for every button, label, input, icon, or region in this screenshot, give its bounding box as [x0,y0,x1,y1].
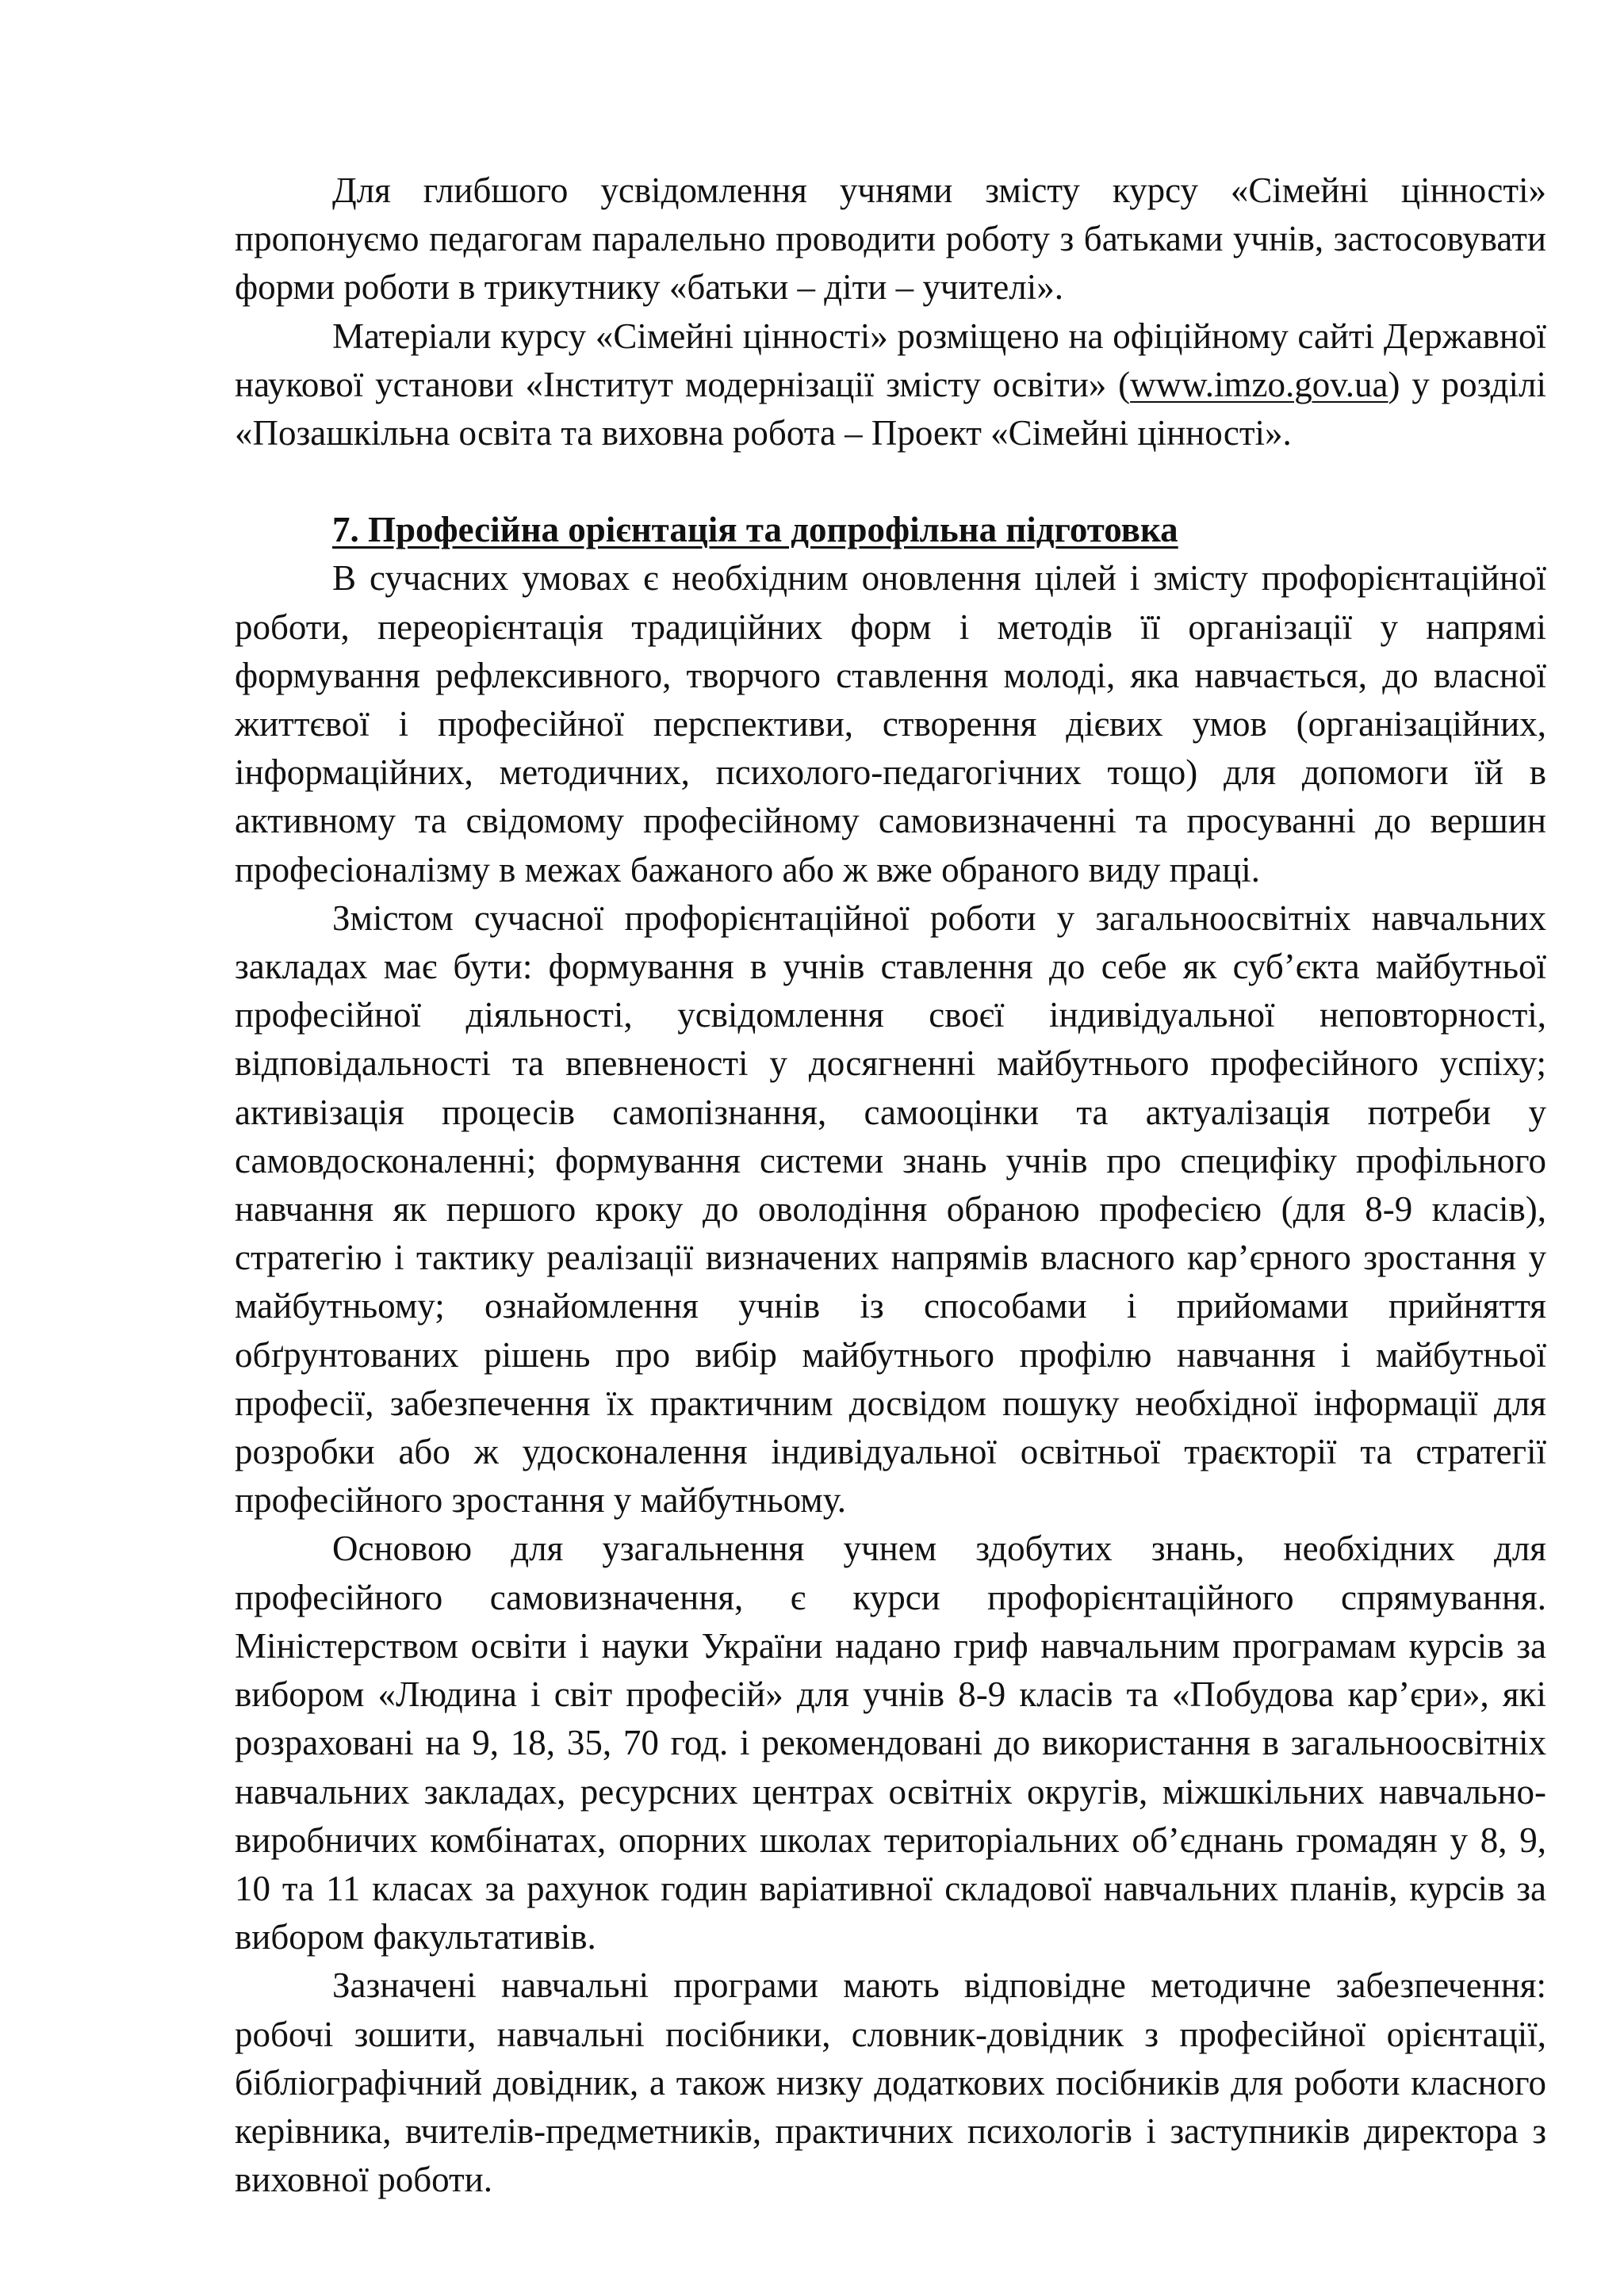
paragraph-career-courses: Основою для узагальнення учнем здобутих знань, необхідних для професійного самовизначення, є курси профорієнтаційного спрямування. Міністерством освіти і науки України надано гриф навчальним програмам курсів за вибором «Людина і світ професій» для учнів 8-9 класів та «Побудова кар’єри», які розраховані на 9, 18, 35, 70 год. і рекомендовані до використання в загальноосвітніх навчальних закладах, ресурсних центрах освітніх округів, міжшкільних навчально-виробничих комбінатах, опорних школах територіальних об’єднань громадян у 8, 9, 10 та 11 класах за рахунок годин варіативної складової навчальних планів, курсів за вибором факультативів. [235,1529,1546,1957]
section-heading-career-guidance: 7. Професійна орієнтація та допрофільна підготовка [332,510,1178,550]
paragraph-career-guidance-content: Змістом сучасної профорієнтаційної роботи у загальноосвітніх навчальних закладах має бути: формування в учнів ставлення до себе як суб’єкта майбутньої професійної діяльності, усвідомлення своєї індивідуальної неповторності, відповідальності та впевненості у досягненні майбутнього професійного успіху; активізація процесів самопізнання, самооцінки та актуалізація потреби у самовдосконаленні; формування системи знань учнів про специфіку профільного навчання як першого кроку до оволодіння обраною професією (для 8-9 класів), стратегію і тактику реалізації визначених напрямів власного кар’єрного зростання у майбутньому; ознайомлення учнів із способами і прийомами прийняття обґрунтованих рішень про вибір майбутнього профілю навчання і майбутньої професії, забезпечення їх практичним досвідом пошуку необхідної інформації для розробки або ж удосконалення індивідуальної освітньої траєкторії та стратегії професійного зростання у майбутньому. [235,897,1546,1521]
paragraph-family-values-parents: Для глибшого усвідомлення учнями змісту курсу «Сімейні цінності» пропонуємо педагогам паралельно проводити роботу з батьками учнів, застосовувати форми роботи в трикутнику «батьки – діти – учителі». [235,170,1546,308]
document-page [235,166,1546,2204]
paragraph-course-materials [235,312,1546,458]
course-materials-text-start: Матеріали курсу «Сімейні цінності» розміщено на офіційному сайті Державної наукової установи «Інститут модернізації змісту освіти» ( [235,316,1546,404]
imzo-website-link[interactable]: www.imzo.gov.ua [1130,364,1388,404]
paragraph-modern-conditions: В сучасних умовах є необхідним оновлення цілей і змісту профорієнтаційної роботи, переорієнтація традиційних форм і методів її організації у напрямі формування рефлексивного, творчого ставлення молоді, яка навчається, до власної життєвої і професійної перспективи, створення дієвих умов (організаційних, інформаційних, методичних, психолого-педагогічних тощо) для допомоги їй в активному та свідомому професійному самовизначенні та просуванні до вершин професіоналізму в межах бажаного або ж вже обраного виду праці. [235,558,1546,890]
section-spacer [235,457,1546,506]
course-materials-text-end: ) у розділі «Позашкільна освіта та виховна робота – Проект «Сімейні цінності». [235,364,1546,453]
paragraph-methodical-support: Зазначені навчальні програми мають відповідне методичне забезпечення: робочі зошити, навчальні посібники, словник-довідник з професійної орієнтації, бібліографічний довідник, а також низку додаткових посібників для роботи класного керівника, вчителів-предметників, практичних психологів і заступників директора з виховної роботи. [235,1965,1546,2200]
